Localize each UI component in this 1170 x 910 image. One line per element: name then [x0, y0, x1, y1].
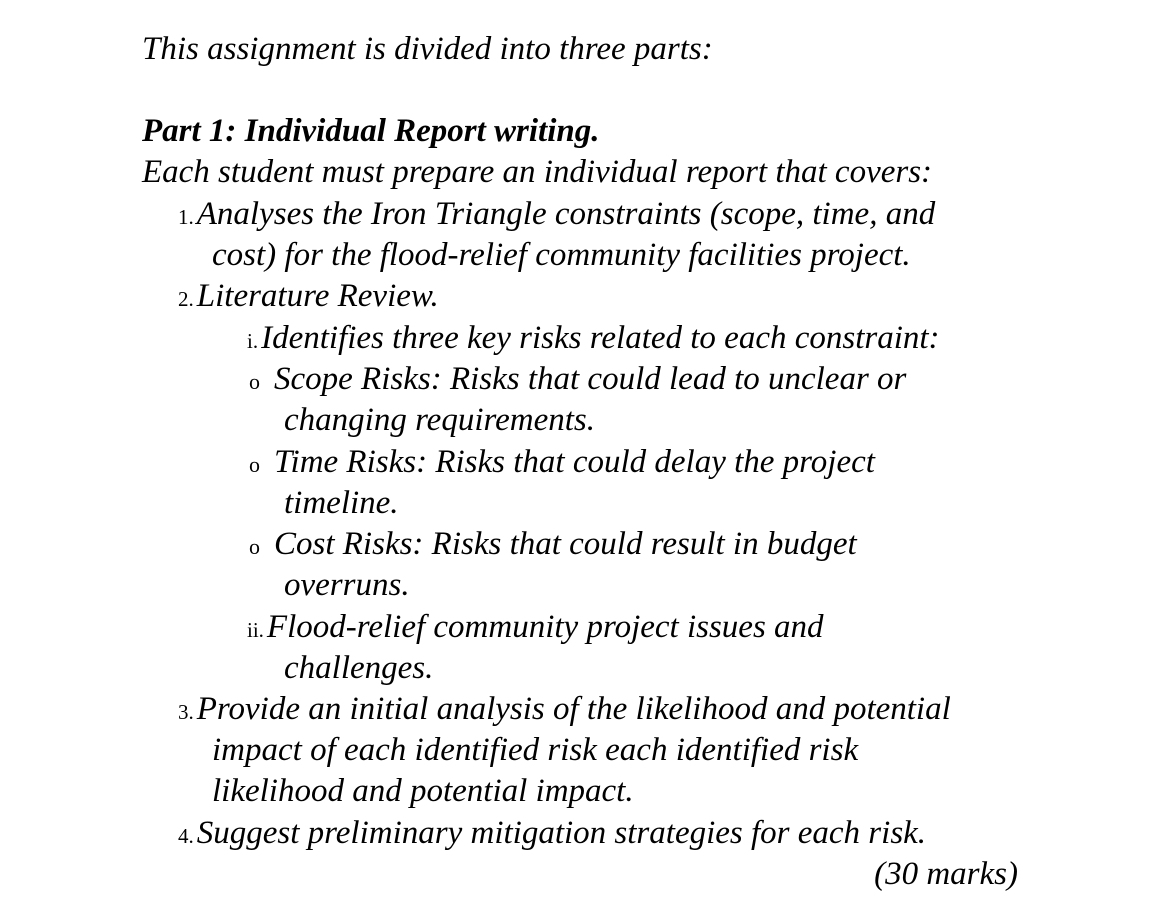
sub-item-text: Identifies three key risks related to each constraint:	[261, 320, 940, 356]
list-item-3-continuation: likelihood and potential impact.	[212, 773, 634, 809]
intro-text: This assignment is divided into three parts:	[142, 31, 713, 67]
sub-item-text: Flood-relief community project issues and	[266, 609, 824, 645]
sub-item-ii-continuation: challenges.	[284, 650, 434, 686]
sub-item-ii	[247, 607, 824, 651]
sub-list-marker: ii.	[247, 618, 264, 642]
bullet-time-risks	[249, 442, 875, 485]
list-item-text: Suggest preliminary mitigation strategies for each risk.	[196, 815, 927, 851]
bullet-circle-icon: o	[249, 369, 260, 394]
list-item-1-continuation: cost) for the flood-relief community facilities project.	[212, 237, 911, 273]
bullet-cost-risks-continuation: overruns.	[284, 567, 410, 603]
sub-list-marker: i.	[247, 329, 259, 353]
part1-lead: Each student must prepare an individual report that covers:	[142, 154, 933, 190]
bullet-circle-icon: o	[249, 534, 260, 559]
list-item-text: Analyses the Iron Triangle constraints (scope, time, and	[196, 196, 936, 232]
list-marker: 4.	[178, 824, 194, 848]
marks-label: (30 marks)	[874, 856, 1018, 892]
bullet-scope-risks	[249, 359, 906, 402]
bullet-text: Scope Risks: Risks that could lead to unclear or	[274, 361, 907, 397]
bullet-time-risks-continuation: timeline.	[284, 485, 399, 521]
bullet-text: Time Risks: Risks that could delay the project	[274, 444, 875, 480]
list-item-2	[178, 276, 439, 320]
list-item-3	[178, 689, 951, 733]
list-marker: 3.	[178, 700, 194, 724]
list-item-1	[178, 194, 935, 238]
bullet-circle-icon: o	[249, 452, 260, 477]
list-item-4	[178, 813, 926, 857]
bullet-scope-risks-continuation: changing requirements.	[284, 402, 596, 438]
list-marker: 2.	[178, 287, 194, 311]
list-item-text: Literature Review.	[196, 278, 439, 314]
list-marker: 1.	[178, 205, 194, 229]
bullet-cost-risks	[249, 524, 857, 567]
list-item-3-continuation: impact of each identified risk each identified risk	[212, 732, 859, 768]
bullet-text: Cost Risks: Risks that could result in budget	[274, 526, 857, 562]
list-item-text: Provide an initial analysis of the likelihood and potential	[196, 691, 951, 727]
part1-heading: Part 1: Individual Report writing.	[142, 113, 600, 149]
sub-item-i	[247, 318, 940, 362]
